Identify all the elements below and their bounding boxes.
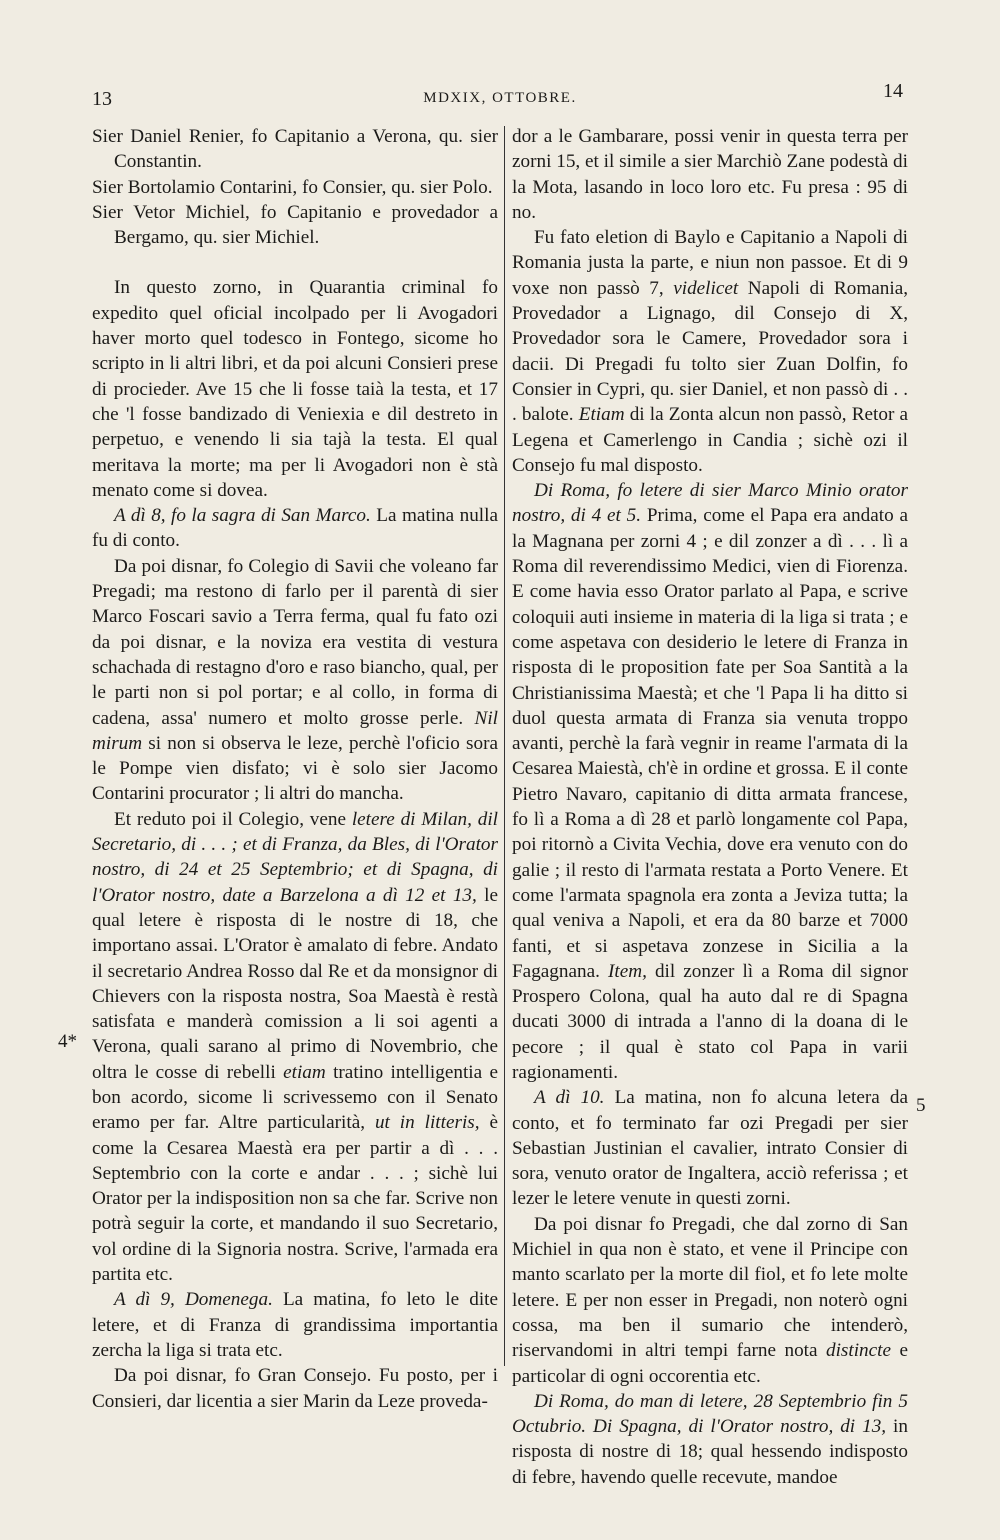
text-run: La matina, non fo alcuna letera da conto, et fo terminato far ozi Pregadi per sier Sebastian Justinian el cavalier, intrato Consier di sora, venuto orator de Ingaltera, acciò referissa ; et lezer le letere venute in questi zorni. — [512, 1087, 908, 1210]
text-run: dil zonzer lì a Roma dil signor Prospero Colona, qual ha auto dal re di Spagna ducati 3000 di intrada a l'anno di la doana di le pecore ; il qual è stato col Papa in varii ragionamenti. — [512, 960, 908, 1083]
paragraph — [92, 124, 498, 175]
italic-text: distincte — [826, 1340, 892, 1362]
paragraph-gap — [92, 250, 498, 275]
paragraph — [512, 124, 908, 225]
text-run: di la Zonta alcun non passò, Retor a Legena et Camerlengo in Candia ; sichè ozi il Consejo fu mal disposto. — [512, 404, 908, 476]
running-head: MDXIX, OTTOBRE. — [423, 90, 577, 106]
page-number-right: 14 — [883, 80, 903, 102]
text-run: tratino intelligentia e bon acordo, sicome li scrivessemo con il Senato eramo per far. Altre particularità, — [92, 1061, 498, 1134]
page-number-left: 13 — [92, 88, 112, 110]
paragraph — [92, 807, 498, 1288]
text-run: Napoli di Romania, Provedador a Lignago, dil Consejo di X, Provedador sora le Camere, Provedador sora i dacii. Di Pregadi fu tolto sier Zuan Dolfin, fo Consier in Cypri, qu. sier Daniel, et non passò di . . . balote. — [512, 277, 909, 426]
italic-text: letere di Milan, dil Secretario, di . . . ; et di Franza, da Bles, di l'Orator nostro, di 24 et 25 Septembrio; et di Spagna, di l'Orator nostro, date a Barzelona a dì 12 et 13, — [92, 808, 498, 906]
paragraph — [92, 1363, 498, 1414]
text-run: Sier Bortolamio Contarini, fo Consier, qu. sier Polo. — [92, 176, 493, 198]
italic-text: Etiam — [578, 404, 625, 426]
italic-text: ut in litteris, — [374, 1112, 480, 1134]
text-run: Prima, come el Papa era andato a la Magnana per zorni 4 ; e dil zonzer a dì . . . lì a Roma dil reverendissimo Medici, vien di Fiorenza. E come havia esso Orator parlato al Papa, e scrive coloquii auti insieme in materia di la liga si trata ; e come aspetava con desiderio le letere di Franza in risposta di le proposition fate per Soa Santità a la Christianissima Maestà; et che 'l Papa li ha ditto si duol questa armata di Franza sia venuta troppo avanti, perchè la farà vegnir in reame l'armata di la Cesarea Maiestà, ch'è in ordine et grossa. E il conte Pietro Navaro, capitanio di ditta armata francese, fo lì a Roma a dì 28 et parlò longamente col Papa, poi ritornò a Civita Vechia, dove era venuto con do galie ; il resto di l'armata restata a Porto Venere. Et come l'armata spagnola era zonta a Jeviza tutta; la qual veniva a Napoli, et era da 80 barze et 7000 fanti, et si aspetava zonzese in Sicilia a la Fagagnana. — [512, 505, 908, 982]
italic-text: A dì 10. — [534, 1087, 605, 1109]
text-run: le qual letere è risposta di le nostre di 18, che importano assai. L'Orator è amalato di febre. Andato il secretario Andrea Rosso dal Re et da monsignor di Chievers con la risposta nostra, Soa Maestà è restà satisfata e manderà comission a li soi agenti a Verona, quali sarano al primo di Novembrio, che oltra le cosse di rebelli — [92, 884, 498, 1083]
italic-text: etiam — [283, 1061, 326, 1083]
text-run: Da poi disnar fo Pregadi, che dal zorno di San Michiel in qua non è stato, et vene il Principe con manto scarlato per la morte dil fiol, et fo lete molte letere. E per non esser in Pregadi, non noterò ogni cossa, ma ben il sumario che intenderò, riservandomi in altri tempi farne nota — [512, 1213, 908, 1362]
paragraph — [92, 200, 498, 251]
text-run: La matina, fo leto le dite letere, et di Franza di grandissima importantia zercha la liga si trata etc. — [92, 1289, 499, 1361]
paragraph — [92, 1287, 498, 1363]
column-divider — [504, 126, 505, 1366]
margin-note-right: 5 — [916, 1095, 926, 1116]
paragraph — [512, 1389, 908, 1490]
italic-text: videlicet — [673, 277, 739, 299]
text-run: Sier Daniel Renier, fo Capitanio a Verona, qu. sier Constantin. — [92, 126, 498, 173]
text-run: In questo zorno, in Quarantia criminal fo expedito quel oficial incolpado per li Avogadori haver morto quel todesco in Fontego, sicome ho scripto in li altri libri, et da poi alcuni Consieri prese di procieder. Ave 15 che li fosse taià la testa, et 17 che 'l fosse bandizado di Veniexia e dil destreto in perpetuo, e venendo li sia tajà la testa. El qual meritava la morte; ma per li Avogadori non è stà menato come si dovea. — [92, 277, 498, 501]
text-run: si non si observa le leze, perchè l'oficio sora le Pompe vien disfato; vi è solo sier Jacomo Contarini procurator ; li altri do mancha. — [92, 732, 498, 805]
text-run: dor a le Gambarare, possi venir in questa terra per zorni 15, et il simile a sier Marchiò Zane podestà di la Mota, lasando in loco loro etc. Fu presa : 95 di no. — [512, 126, 908, 223]
italic-text: A dì 9, Domenega. — [114, 1289, 273, 1311]
text-run: è come la Cesarea Maestà era per partir a dì . . . Septembrio con la corte e andar . . . ; sichè lui Orator per la indisposition non sa che far. Scrive non potrà seguir la corte, et mandando il suo Secretario, vol ordine di la Signoria nostra. Scrive, l'armada era partita etc. — [92, 1112, 498, 1286]
paragraph — [512, 225, 908, 478]
paragraph — [92, 503, 498, 554]
italic-text: Di Roma, do man di letere, 28 Septembrio fin 5 Octubrio. Di Spagna, di l'Orator nostro, di 13, — [512, 1390, 908, 1438]
paragraph — [92, 554, 498, 807]
text-run: Fu fato eletion di Baylo e Capitanio a Napoli di Romania justa la parte, e niun non passoe. Et di 9 voxe non passò 7, — [512, 227, 908, 299]
left-column — [92, 124, 498, 1414]
italic-text: Item, — [607, 960, 647, 982]
text-run: La matina nulla fu di conto. — [92, 505, 498, 552]
italic-text: A dì 8, fo la sagra di San Marco. — [114, 505, 371, 527]
right-column — [512, 124, 908, 1490]
paragraph — [512, 1085, 908, 1211]
paragraph — [92, 275, 498, 503]
text-run: Da poi disnar, fo Colegio di Savii che voleano far Pregadi; ma restono di farlo per il parentà di sier Marco Foscari savio a Terra ferma, qual fu fato ozi da poi disnar, e la noviza era vestita di vestura schachada di restagno d'oro e raso biancho, qual, per le parti non si pol portar; e al collo, in forma di cadena, assa' numero et molto grosse perle. — [92, 555, 498, 729]
italic-text: Nil mirum — [92, 707, 498, 754]
text-run: Da poi disnar, fo Gran Consejo. Fu posto, per i Consieri, dar licentia a sier Marin da Leze proveda- — [92, 1365, 498, 1412]
margin-note-left: 4* — [58, 1031, 77, 1052]
text-run: Sier Vetor Michiel, fo Capitanio e provedador a Bergamo, qu. sier Michiel. — [92, 201, 498, 249]
paragraph — [92, 175, 498, 200]
text-run: Et reduto poi il Colegio, vene — [114, 808, 352, 830]
paragraph — [512, 478, 908, 1085]
paragraph — [512, 1212, 908, 1389]
text-run: e particolar di ogni occorentia etc. — [512, 1340, 908, 1387]
italic-text: Di Roma, fo letere di sier Marco Minio orator nostro, di 4 et 5. — [512, 480, 908, 527]
text-run: in risposta di nostre di 18; qual hessendo indisposto di febre, havendo quelle recevute, mandoe — [512, 1416, 908, 1488]
